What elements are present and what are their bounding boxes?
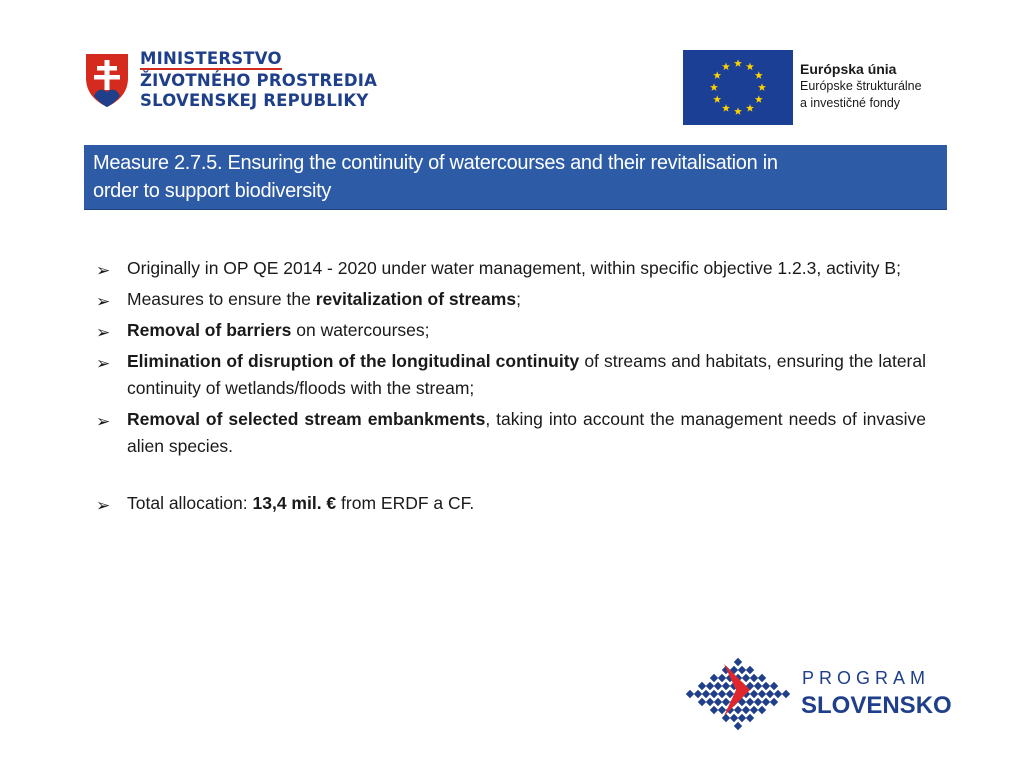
mosaic-diamond	[746, 714, 754, 722]
mosaic-diamond	[738, 714, 746, 722]
mosaic-diamond	[730, 714, 738, 722]
bullet-text-bold: Elimination of disruption of the longitudinal continuity	[127, 351, 580, 371]
eu-title: Európska únia	[800, 61, 897, 77]
bullet-text-post: ;	[516, 289, 521, 309]
mosaic-diamond	[722, 698, 730, 706]
mosaic-diamond	[762, 682, 770, 690]
mosaic-diamond	[758, 690, 766, 698]
mosaic-diamond	[774, 690, 782, 698]
mosaic-diamond	[782, 690, 790, 698]
mosaic-diamond	[710, 690, 718, 698]
mosaic-diamond	[758, 706, 766, 714]
mosaic-diamond	[738, 666, 746, 674]
slide-title-line-2: order to support biodiversity	[93, 180, 332, 202]
mosaic-diamond	[770, 698, 778, 706]
bullet-item	[96, 348, 926, 402]
mosaic-diamond	[750, 674, 758, 682]
mosaic-diamond	[762, 698, 770, 706]
mosaic-diamond	[706, 682, 714, 690]
mosaic-diamond	[734, 706, 742, 714]
arrow-bullet-icon: ➢	[96, 261, 111, 280]
bullet-item	[96, 317, 926, 344]
program-label: PROGRAM	[802, 668, 931, 688]
mosaic-diamond	[718, 690, 726, 698]
ministry-line-2: ŽIVOTNÉHO PROSTREDIA	[140, 71, 378, 90]
arrow-bullet-icon: ➢	[96, 496, 111, 515]
allocation-amount: 13,4 mil. €	[252, 493, 337, 513]
mosaic-diamond	[746, 698, 754, 706]
mosaic-diamond	[746, 666, 754, 674]
bullet-text-post: , taking into account the management needs of invasive alien species.	[127, 409, 926, 456]
ministry-line-1: MINISTERSTVO	[140, 49, 282, 68]
bullet-text-bold: Removal of selected stream embankments	[127, 409, 486, 429]
mosaic-diamond	[718, 706, 726, 714]
eu-subtitle-line-2: a investičné fondy	[800, 96, 901, 110]
bullet-item	[96, 255, 926, 282]
mosaic-diamond	[706, 698, 714, 706]
mosaic-diamond	[750, 690, 758, 698]
ministry-logo	[84, 49, 378, 112]
mosaic-diamond	[750, 706, 758, 714]
mosaic-diamond	[758, 674, 766, 682]
bullet-text-pre: Total allocation:	[127, 493, 253, 513]
bullet-text: Originally in OP QE 2014 - 2020 under water management, within specific objective 1.2.3, activity B;	[127, 258, 901, 278]
slovak-coat-of-arms-icon	[84, 52, 130, 108]
bullet-text-bold: revitalization of streams	[315, 289, 517, 309]
mosaic-diamond	[722, 682, 730, 690]
program-slovensko-logo	[684, 656, 952, 732]
program-slovensko-mark-icon	[684, 656, 794, 732]
mosaic-diamond	[686, 690, 694, 698]
eu-logo	[683, 50, 953, 126]
slide-title-banner	[84, 145, 947, 210]
mosaic-diamond	[742, 706, 750, 714]
mosaic-diamond	[718, 674, 726, 682]
mosaic-diamond	[702, 690, 710, 698]
bullet-text-pre: Measures to ensure the	[127, 289, 316, 309]
mosaic-diamond	[754, 698, 762, 706]
bullet-item	[96, 406, 926, 460]
bullet-list	[96, 255, 926, 521]
program-name: SLOVENSKO	[801, 692, 952, 719]
mosaic-diamond	[742, 674, 750, 682]
bullet-text-post: from ERDF a CF.	[336, 493, 475, 513]
mosaic-diamond	[722, 714, 730, 722]
eu-subtitle-line-1: Európske štrukturálne	[800, 79, 922, 93]
mosaic-diamond	[734, 658, 742, 666]
arrow-bullet-icon: ➢	[96, 354, 111, 373]
arrow-bullet-icon: ➢	[96, 323, 111, 342]
mosaic-diamond	[698, 698, 706, 706]
bullet-item-total-allocation	[96, 490, 926, 517]
mosaic-diamond	[714, 682, 722, 690]
bullet-item	[96, 286, 926, 313]
mosaic-diamond	[710, 674, 718, 682]
bullet-text-post: of streams and habitats, ensuring the lateral continuity of wetlands/floods with the stream;	[127, 351, 926, 398]
arrow-bullet-icon: ➢	[96, 292, 111, 311]
mosaic-diamond	[698, 682, 706, 690]
bullet-text-bold: Removal of barriers	[127, 320, 292, 340]
arrow-bullet-icon: ➢	[96, 412, 111, 431]
mosaic-diamond	[734, 722, 742, 730]
mosaic-diamond	[714, 698, 722, 706]
mosaic-diamond	[766, 690, 774, 698]
slide-title-line-1: Measure 2.7.5. Ensuring the continuity of watercourses and their revitalisation in	[93, 152, 778, 174]
ministry-line-3: SLOVENSKEJ REPUBLIKY	[140, 91, 369, 110]
mosaic-diamond	[770, 682, 778, 690]
eu-flag-icon	[683, 50, 793, 125]
bullet-text-post: on watercourses;	[291, 320, 430, 340]
mosaic-diamond	[694, 690, 702, 698]
mosaic-diamond	[754, 682, 762, 690]
mosaic-diamond	[710, 706, 718, 714]
